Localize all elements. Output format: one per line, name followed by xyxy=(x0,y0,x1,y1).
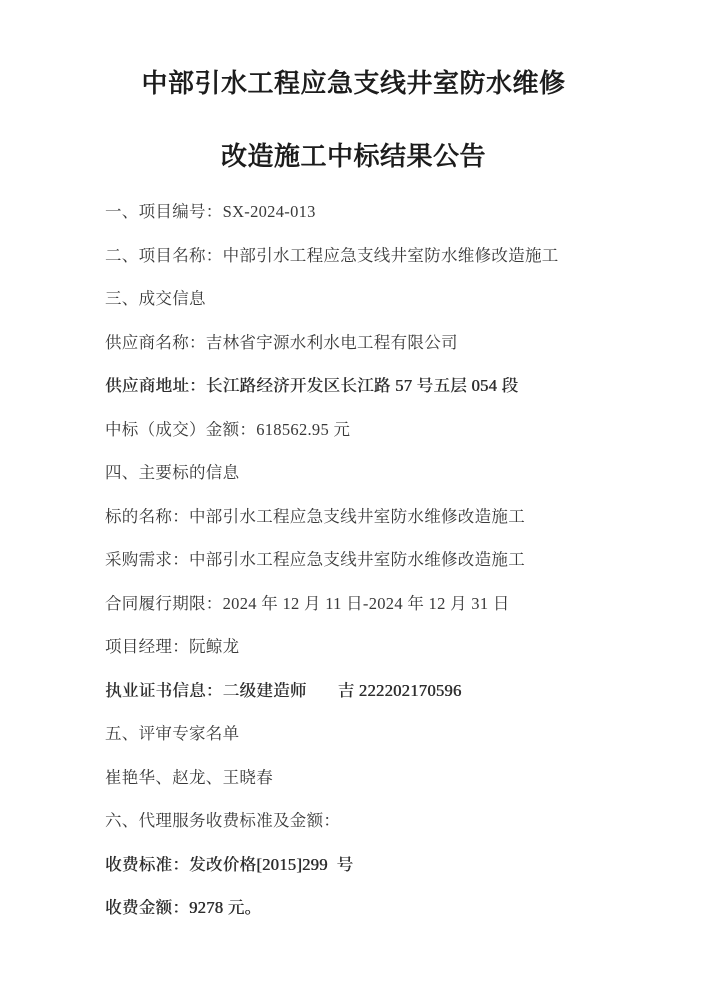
contract-period-line: 合同履行期限：2024 年 12 月 11 日-2024 年 12 月 31 日 xyxy=(105,593,510,613)
expert-names-line: 崔艳华、赵龙、王晓春 xyxy=(105,767,273,787)
procurement-requirement-line: 采购需求：中部引水工程应急支线井室防水维修改造施工 xyxy=(105,550,525,569)
supplier-name-line: 供应商名称：吉林省宇源水利水电工程有限公司 xyxy=(105,332,458,352)
document-title-line-1: 中部引水工程应急支线井室防水维修 xyxy=(141,69,566,98)
supplier-address-line: 供应商地址：长江路经济开发区长江路 57 号五层 054 段 xyxy=(105,376,519,395)
project-number-line: 一、项目编号：SX-2024-013 xyxy=(105,202,316,221)
section-deal-info-heading: 三、成交信息 xyxy=(105,289,206,308)
project-name-line: 二、项目名称：中部引水工程应急支线井室防水维修改造施工 xyxy=(105,245,559,265)
practice-certificate-line: 执业证书信息：二级建造师 吉 222202170596 xyxy=(105,680,462,700)
document-title-line-2: 改造施工中标结果公告 xyxy=(220,142,486,171)
section-expert-list-heading: 五、评审专家名单 xyxy=(105,724,240,743)
section-agency-fee-heading: 六、代理服务收费标准及金额： xyxy=(105,811,341,830)
award-amount-line: 中标（成交）金额：618562.95 元 xyxy=(105,419,351,439)
project-manager-line: 项目经理：阮鲸龙 xyxy=(105,637,240,656)
fee-standard-line: 收费标准：发改价格[2015]299 号 xyxy=(105,854,354,874)
subject-name-line: 标的名称：中部引水工程应急支线井室防水维修改造施工 xyxy=(105,506,525,526)
fee-amount-line: 收费金额：9278 元。 xyxy=(105,898,262,917)
section-subject-info-heading: 四、主要标的信息 xyxy=(105,463,240,482)
document-body xyxy=(105,190,667,930)
